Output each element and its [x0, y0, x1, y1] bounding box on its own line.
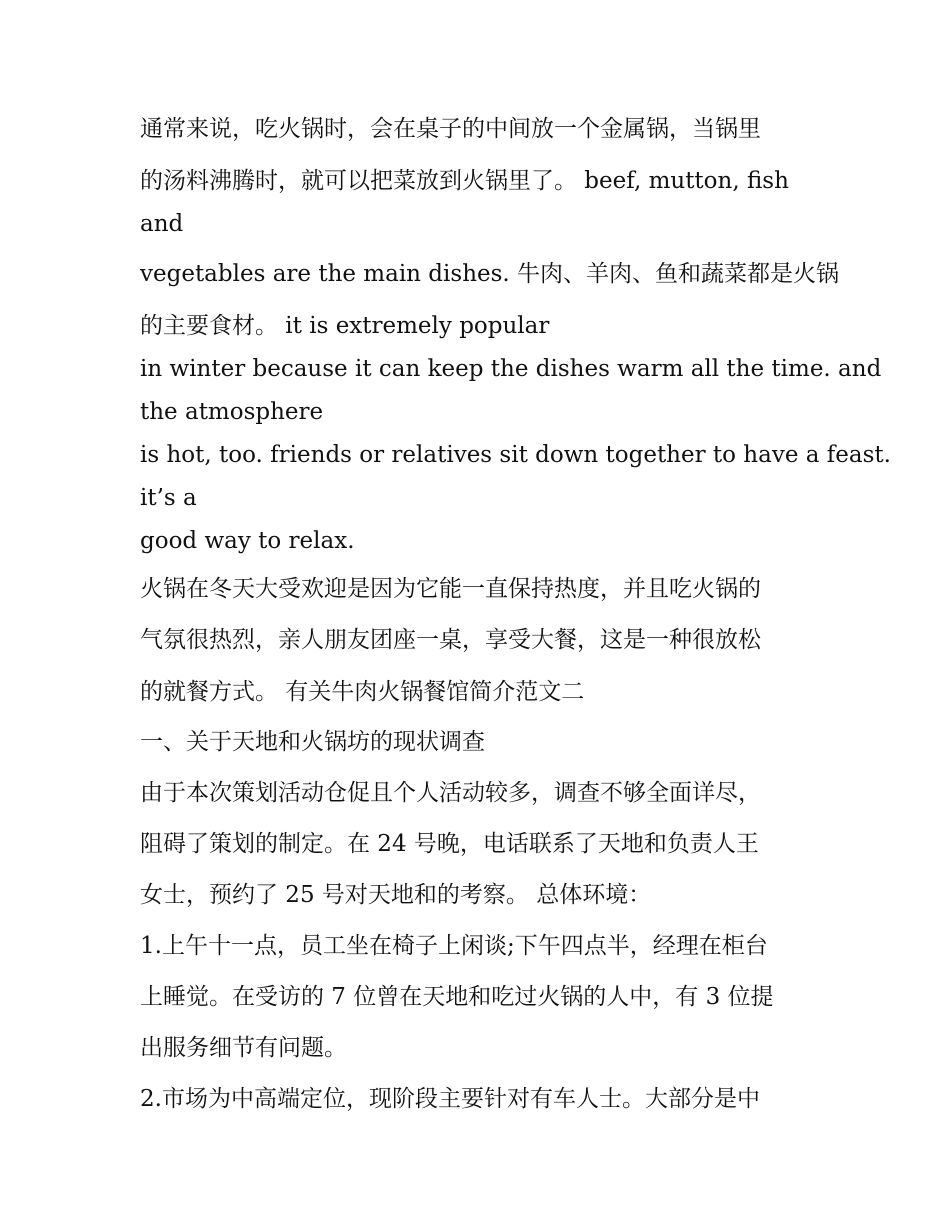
text-line: 女士，预约了 25 号对天地和的考察。 总体环境：	[140, 882, 652, 908]
text-line: 2.市场为中高端定位，现阶段主要针对有车人士。大部分是中	[140, 1086, 760, 1112]
text-line: good way to relax.	[140, 528, 355, 554]
text-line: 出服务细节有问题。	[140, 1035, 347, 1061]
text-line: is hot, too. friends or relatives sit down together to have a feast.	[140, 442, 891, 468]
text-line: 火锅在冬天大受欢迎是因为它能一直保持热度，并且吃火锅的	[140, 576, 761, 602]
text-line: in winter because it can keep the dishes warm all the time. and	[140, 356, 882, 382]
text-line: 气氛很热烈，亲人朋友团座一桌，享受大餐，这是一种很放松	[140, 627, 761, 653]
text-line: vegetables are the main dishes. 牛肉、羊肉、鱼和蔬菜都是火锅	[140, 261, 840, 287]
text-line: 上睡觉。在受访的 7 位曾在天地和吃过火锅的人中，有 3 位提	[140, 984, 774, 1010]
text-line: 由于本次策划活动仓促且个人活动较多，调查不够全面详尽，	[140, 780, 761, 806]
section-heading: 一、关于天地和火锅坊的现状调查	[140, 729, 485, 755]
text-line: the atmosphere	[140, 399, 324, 425]
text-line: 的汤料沸腾时，就可以把菜放到火锅里了。 beef, mutton, fish	[140, 168, 789, 194]
text-line: and	[140, 211, 184, 237]
text-line: 的就餐方式。 有关牛肉火锅餐馆简介范文二	[140, 679, 585, 705]
text-line: 1.上午十一点，员工坐在椅子上闲谈;下午四点半，经理在柜台	[140, 933, 768, 959]
text-line: it’s a	[140, 485, 197, 511]
text-line: 的主要食材。 it is extremely popular	[140, 313, 550, 339]
text-line: 通常来说，吃火锅时，会在桌子的中间放一个金属锅，当锅里	[140, 116, 761, 142]
text-line: 阻碍了策划的制定。在 24 号晚，电话联系了天地和负责人王	[140, 831, 759, 857]
